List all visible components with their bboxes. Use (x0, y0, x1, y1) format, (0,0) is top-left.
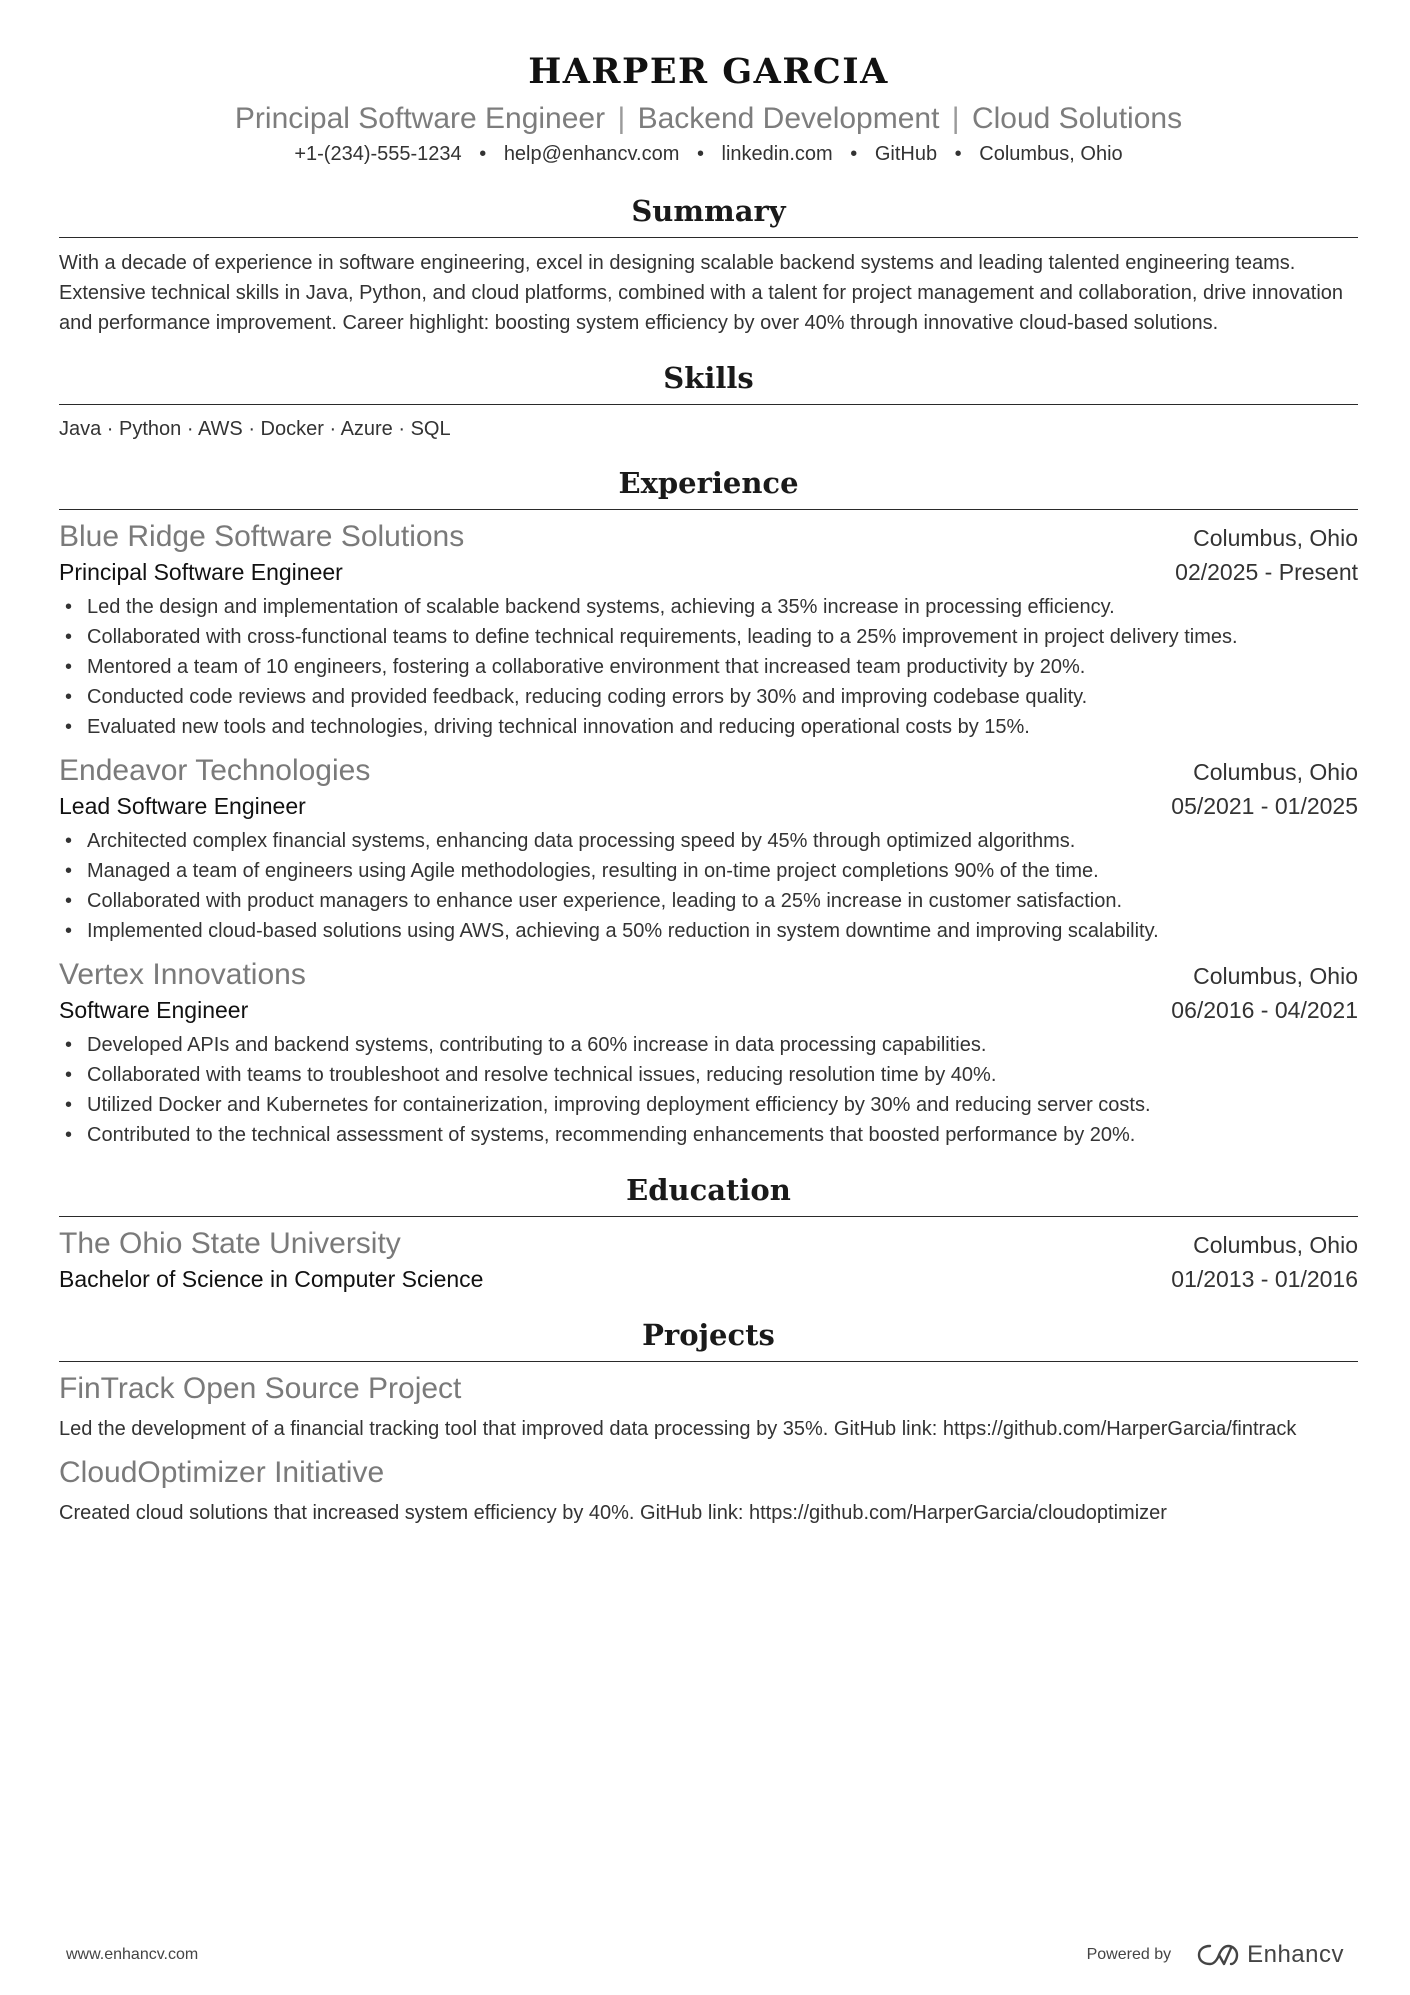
project-description: Created cloud solutions that increased system efficiency by 40%. GitHub link: https://github.com/HarperGarcia/cloudoptimizer (59, 1502, 1167, 1524)
job-location: Columbus, Ohio (1193, 525, 1358, 551)
achievement-item: • Contributed to the technical assessment of systems, recommending enhancements that boosted performance by 20%. (87, 1120, 1358, 1150)
school-location: Columbus, Ohio (1193, 1232, 1358, 1258)
experience-entry (59, 956, 1358, 1150)
experience-section (59, 465, 1358, 1150)
company-name: Endeavor Technologies (59, 754, 371, 787)
candidate-name: HARPER GARCIA (528, 51, 889, 92)
achievement-item: • Led the design and implementation of scalable backend systems, achieving a 35% increase in processing efficiency. (87, 592, 1358, 622)
section-heading: Summary (59, 193, 1358, 238)
job-dates: 05/2021 - 01/2025 (1171, 793, 1358, 819)
phone: +1-(234)-555-1234 (294, 143, 462, 165)
brand-logo[interactable] (1197, 1941, 1344, 1969)
resume-page (59, 0, 1358, 1528)
project-title: CloudOptimizer Initiative (59, 1456, 385, 1489)
job-location: Columbus, Ohio (1193, 963, 1358, 989)
job-title: Principal Software Engineer (59, 559, 343, 585)
achievement-item: • Managed a team of engineers using Agile methodologies, resulting in on-time project completions 90% of the time. (87, 856, 1358, 886)
achievement-list (59, 826, 1358, 946)
skills-section (59, 360, 1358, 443)
contact-line (59, 141, 1358, 167)
resume-header (59, 0, 1358, 167)
title-separator: | (951, 102, 960, 135)
github-link: GitHub (874, 143, 938, 165)
summary-text: With a decade of experience in software engineering, excel in designing scalable backend systems and leading talented engineering teams. Extensive technical skills in Java, Python, and cloud platforms, combined with a talent for project management and collaboration, drive innovation and performance improvement. Career highlight: boosting system efficiency by over 40% through innovative cloud-based solutions. (59, 252, 1344, 334)
job-dates: 06/2016 - 04/2021 (1171, 997, 1358, 1023)
achievement-item: • Collaborated with product managers to enhance user experience, leading to a 25% increase in customer satisfaction. (87, 886, 1358, 916)
achievement-item: • Evaluated new tools and technologies, driving technical innovation and reducing operational costs by 15%. (87, 712, 1358, 742)
footer-url-link[interactable]: www.enhancv.com (66, 1946, 199, 1963)
powered-by-label: Powered by (1086, 1946, 1172, 1963)
linkedin-link: linkedin.com (721, 143, 833, 165)
section-heading: Skills (59, 360, 1358, 405)
footer-branding (1087, 1941, 1344, 1969)
achievement-item: • Mentored a team of 10 engineers, fostering a collaborative environment that increased team productivity by 20%. (87, 652, 1358, 682)
page-footer (66, 1940, 1344, 1970)
school-name: The Ohio State University (59, 1227, 401, 1260)
achievement-item: • Collaborated with teams to troubleshoot and resolve technical issues, reducing resolution time by 40%. (87, 1060, 1358, 1090)
title-part: Principal Software Engineer (234, 102, 606, 135)
job-title: Software Engineer (59, 997, 249, 1023)
experience-entry (59, 518, 1358, 742)
title-part: Cloud Solutions (971, 102, 1183, 135)
email: help@enhancv.com (503, 143, 680, 165)
section-heading: Experience (59, 465, 1358, 510)
projects-section (59, 1317, 1358, 1528)
location: Columbus, Ohio (979, 143, 1123, 165)
achievement-item: • Developed APIs and backend systems, contributing to a 60% increase in data processing capabilities. (87, 1030, 1358, 1060)
contact-separator: • (479, 143, 487, 165)
degree: Bachelor of Science in Computer Science (59, 1266, 484, 1292)
skills-list: Java · Python · AWS · Docker · Azure · SQL (59, 418, 451, 440)
section-heading: Projects (59, 1317, 1358, 1362)
company-name: Vertex Innovations (59, 958, 306, 991)
job-dates: 02/2025 - Present (1175, 559, 1358, 585)
company-name: Blue Ridge Software Solutions (59, 520, 465, 553)
section-heading: Education (59, 1172, 1358, 1217)
contact-separator: • (696, 143, 704, 165)
project-title: FinTrack Open Source Project (59, 1372, 462, 1405)
achievement-item: • Collaborated with cross-functional teams to define technical requirements, leading to a 25% improvement in project delivery times. (87, 622, 1358, 652)
title-part: Backend Development (637, 102, 940, 135)
achievement-list (59, 1030, 1358, 1150)
education-entry (59, 1225, 1358, 1295)
achievement-item: • Utilized Docker and Kubernetes for containerization, improving deployment efficiency by 30% and reducing server costs. (87, 1090, 1358, 1120)
achievement-list (59, 592, 1358, 742)
brand-name: Enhancv (1247, 1941, 1344, 1968)
experience-entry (59, 752, 1358, 946)
enhancv-logo-icon (1197, 1942, 1241, 1968)
job-title: Lead Software Engineer (59, 793, 306, 819)
title-separator: | (617, 102, 626, 135)
project-description: Led the development of a financial tracking tool that improved data processing by 35%. GitHub link: https://github.com/HarperGarcia/fintrack (59, 1418, 1297, 1440)
summary-section (59, 193, 1358, 338)
achievement-item: • Architected complex financial systems, enhancing data processing speed by 45% through optimized algorithms. (87, 826, 1358, 856)
professional-title (59, 100, 1358, 138)
contact-separator: • (850, 143, 858, 165)
job-location: Columbus, Ohio (1193, 759, 1358, 785)
contact-separator: • (954, 143, 962, 165)
education-section (59, 1172, 1358, 1295)
achievement-item: • Implemented cloud-based solutions using AWS, achieving a 50% reduction in system downtime and improving scalability. (87, 916, 1358, 946)
education-dates: 01/2013 - 01/2016 (1171, 1266, 1358, 1292)
achievement-item: • Conducted code reviews and provided feedback, reducing coding errors by 30% and improving codebase quality. (87, 682, 1358, 712)
